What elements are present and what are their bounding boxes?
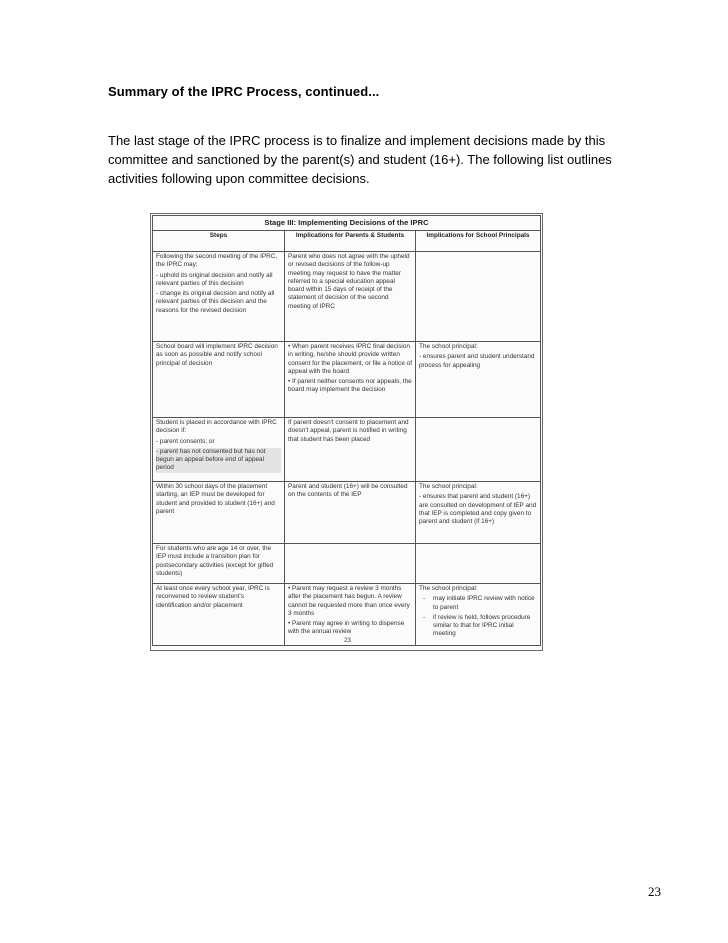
steps-cell: At least once every school year, IPRC is reconvened to review student's identification and/or placement: [153, 584, 285, 646]
principals-cell: [416, 418, 541, 482]
parents-cell: [285, 544, 416, 584]
column-header-parents: Implications for Parents & Students: [285, 231, 416, 252]
table-row: [153, 482, 541, 544]
parents-cell: Parent and student (16+) will be consulted on the contents of the IEP: [285, 482, 416, 544]
intro-paragraph: The last stage of the IPRC process is to finalize and implement decisions made by this committee and sanctioned by the parent(s) and student (16+). The following list outlines activities following upon committee decisions.: [108, 133, 612, 186]
principals-cell: The school principal: - ensures that parent and student (16+) are consulted on development of IEP and that IEP is completed and copy given to parent and student (if 16+): [416, 482, 541, 544]
table-title: Stage III: Implementing Decisions of the IPRC: [153, 216, 541, 231]
table-row: [153, 418, 541, 482]
steps-cell: Student is placed in accordance with IPRC decision if: - parent consents; or - parent has not consented but has not begun an appeal before end of appeal period: [153, 418, 285, 482]
inner-page-number: 23: [344, 638, 351, 644]
column-header-steps: Steps: [153, 231, 285, 252]
scanned-table-image: [150, 213, 543, 651]
steps-cell: Following the second meeting of the IPRC, the IPRC may: - uphold its original decision and notify all relevant parties of this decision - change its original decision and notify all relevant parties of this decision and the reasons for the revised decision: [153, 252, 285, 342]
parents-cell: • When parent receives IPRC final decision in writing, he/she should provide written consent for the placement, or file a notice of appeal with the board • If parent neither consents nor appeals, the board may implement the decision: [285, 342, 416, 418]
parents-cell: • Parent may request a review 3 months after the placement has begun. A review cannot be requested more than once every 3 months • Parent may agree in writing to dispense with the annual review: [285, 584, 416, 646]
parents-cell: Parent who does not agree with the upheld or revised decisions of the follow-up meeting may request to have the matter referred to a special education appeal board within 15 days of receipt of the statement of decision of the second meeting of IPRC: [285, 252, 416, 342]
steps-cell: For students who are age 14 or over, the IEP must include a transition plan for postsecondary activities (except for gifted students): [153, 544, 285, 584]
page-heading: Summary of the IPRC Process, continued...: [108, 84, 380, 99]
principals-cell: [416, 252, 541, 342]
iprc-stage-table: [152, 215, 541, 646]
principals-cell: The school principal: - ensures parent and student understand process for appealing: [416, 342, 541, 418]
table-row: [153, 342, 541, 418]
list-item: - may initiate IPRC review with notice to parent: [433, 595, 537, 612]
principals-cell: [416, 544, 541, 584]
page-number: 23: [648, 884, 661, 899]
table-row: [153, 252, 541, 342]
table-row: [153, 584, 541, 646]
parents-cell: If parent doesn't consent to placement and doesn't appeal, parent is notified in writing that student has been placed: [285, 418, 416, 482]
list-item: - if review is held, follows procedure similar to that for IPRC initial meeting: [433, 614, 537, 639]
table-row: [153, 544, 541, 584]
principals-cell: The school principal: - may initiate IPRC review with notice to parent - if review is held, follows procedure similar to that for IPRC initial meeting: [416, 584, 541, 646]
column-header-principals: Implications for School Principals: [416, 231, 541, 252]
steps-cell: Within 30 school days of the placement starting, an IEP must be developed for student and provided to student (16+) and parent: [153, 482, 285, 544]
steps-cell: School board will implement IPRC decision as soon as possible and notify school principal of decision: [153, 342, 285, 418]
